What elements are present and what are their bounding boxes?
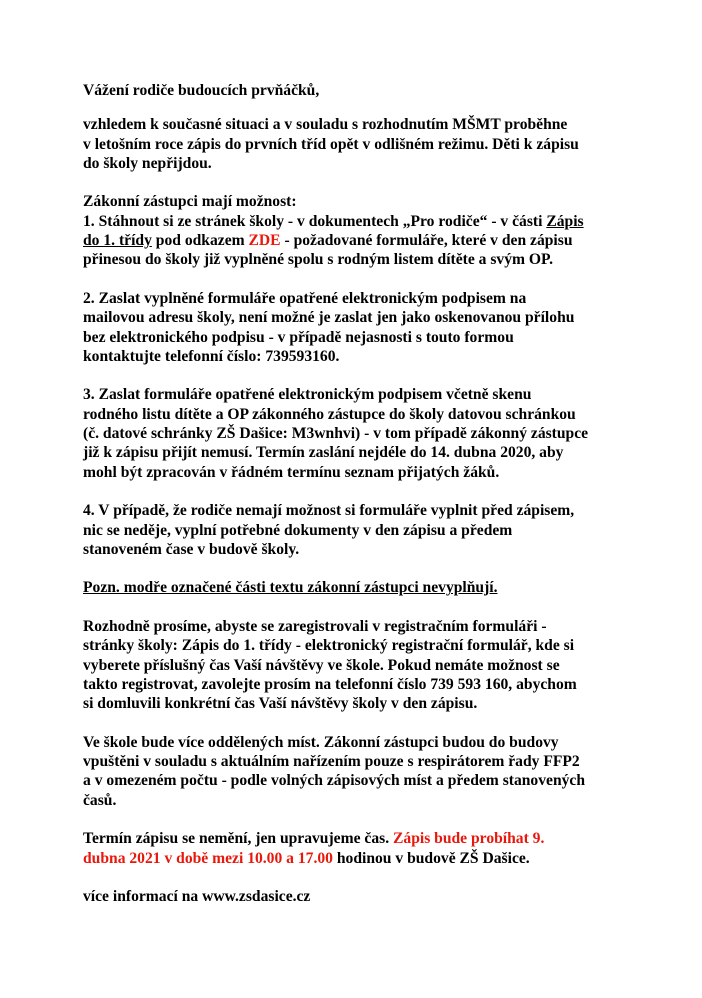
options-paragraph [83, 192, 643, 269]
option4-line: stanoveném čase v budově školy. [83, 540, 300, 558]
greeting [83, 81, 643, 100]
intro-line: vzhledem k současné situaci a v souladu s rozhodnutím MŠMT proběhne [83, 116, 568, 134]
intro-line: v letošním roce zápis do prvních tříd opět v odlišném režimu. Děti k zápisu [83, 135, 579, 153]
places-line: vpuštěni v souladu s aktuálním nařízením pouze s respirátorem řady FFP2 [83, 753, 580, 771]
intro-paragraph [83, 115, 643, 173]
term-line [83, 849, 643, 868]
registration-paragraph [83, 617, 643, 713]
option1-line [83, 231, 643, 250]
registration-line: si domluvili konkrétní čas Vaší návštěvy školy v den zápisu. [83, 695, 478, 713]
places-line: časů. [83, 791, 117, 809]
term-paragraph [83, 829, 643, 868]
term-highlight: Zápis bude probíhat 9. [393, 830, 545, 848]
option1-line: přinesou do školy již vyplněné spolu s rodným listem dítěte a svým OP. [83, 251, 554, 269]
term-highlight: dubna 2021 v době mezi 10.00 a 17.00 [83, 849, 333, 867]
option2-line: mailovou adresu školy, není možné je zaslat jen jako oskenovanou přílohu [83, 309, 575, 327]
option1-text: 1. Stáhnout si ze stránek školy - v dokumentech „Pro rodiče“ - v části [83, 212, 547, 230]
note-text: Pozn. modře označené části textu zákonní zástupci nevyplňují. [83, 579, 498, 597]
option1-text: - požadované formuláře, které v den zápisu [280, 232, 573, 250]
option2-line: kontaktujte telefonní číslo: 739593160. [83, 347, 340, 365]
option2-line: bez elektronického podpisu - v případě nejasnosti s touto formou [83, 328, 514, 346]
term-text: Termín zápisu se nemění, jen upravujeme čas. [83, 830, 393, 848]
registration-line: stránky školy: Zápis do 1. třídy - elektronický registrační formulář, kde si [83, 637, 575, 655]
zapis-link[interactable]: Zápis [546, 212, 584, 230]
option2-paragraph [83, 289, 643, 366]
term-line [83, 829, 643, 848]
more-info-paragraph [83, 887, 643, 906]
zde-link[interactable]: ZDE [248, 232, 281, 250]
registration-line: Rozhodně prosíme, abyste se zaregistrovali v registračním formuláři - [83, 618, 547, 636]
option1-text: pod odkazem [151, 232, 249, 250]
option3-line: již k zápisu přijít nemusí. Termín zaslání nejdéle do 14. dubna 2020, aby [83, 444, 564, 462]
registration-line: vyberete příslušný čas Vaší návštěvy ve škole. Pokud nemáte možnost se [83, 656, 560, 674]
option3-paragraph [83, 385, 643, 481]
places-line: Ve škole bude více oddělených míst. Zákonní zástupci budou do budovy [83, 733, 559, 751]
option2-line: 2. Zaslat vyplněné formuláře opatřené elektronickým podpisem na [83, 289, 527, 307]
option3-line: rodného listu dítěte a OP zákonného zástupce do školy datovou schránkou [83, 405, 576, 423]
option1-line [83, 212, 643, 231]
letter-body [83, 81, 643, 926]
option4-line: nic se neděje, vyplní potřebné dokumenty v den zápisu a předem [83, 521, 513, 539]
option3-line: (č. datové schránky ZŠ Dašice: M3wnhvi) - v tom případě zákonný zástupce [83, 425, 589, 443]
note-paragraph [83, 578, 643, 597]
option4-paragraph [83, 501, 643, 559]
places-line: a v omezeném počtu - podle volných zápisových míst a předem stanovených [83, 772, 586, 790]
intro-line: do školy nepřijdou. [83, 154, 212, 172]
places-paragraph [83, 733, 643, 810]
greeting-line: Vážení rodiče budoucích prvňáčků, [83, 82, 320, 99]
more-info-text: více informací na www.zsdasice.cz [83, 888, 311, 906]
term-text: hodinou v budově ZŠ Dašice. [332, 849, 530, 867]
option3-line: mohl být zpracován v řádném termínu seznam přijatých žáků. [83, 463, 500, 481]
options-heading: Zákonní zástupci mají možnost: [83, 193, 297, 211]
option3-line: 3. Zaslat formuláře opatřené elektronickým podpisem včetně skenu [83, 386, 532, 404]
zapis-link-continued[interactable]: do 1. třídy [83, 232, 152, 250]
option4-line: 4. V případě, že rodiče nemají možnost si formuláře vyplnit před zápisem, [83, 502, 575, 520]
registration-line: takto registrovat, zavolejte prosím na telefonní číslo 739 593 160, abychom [83, 675, 577, 693]
